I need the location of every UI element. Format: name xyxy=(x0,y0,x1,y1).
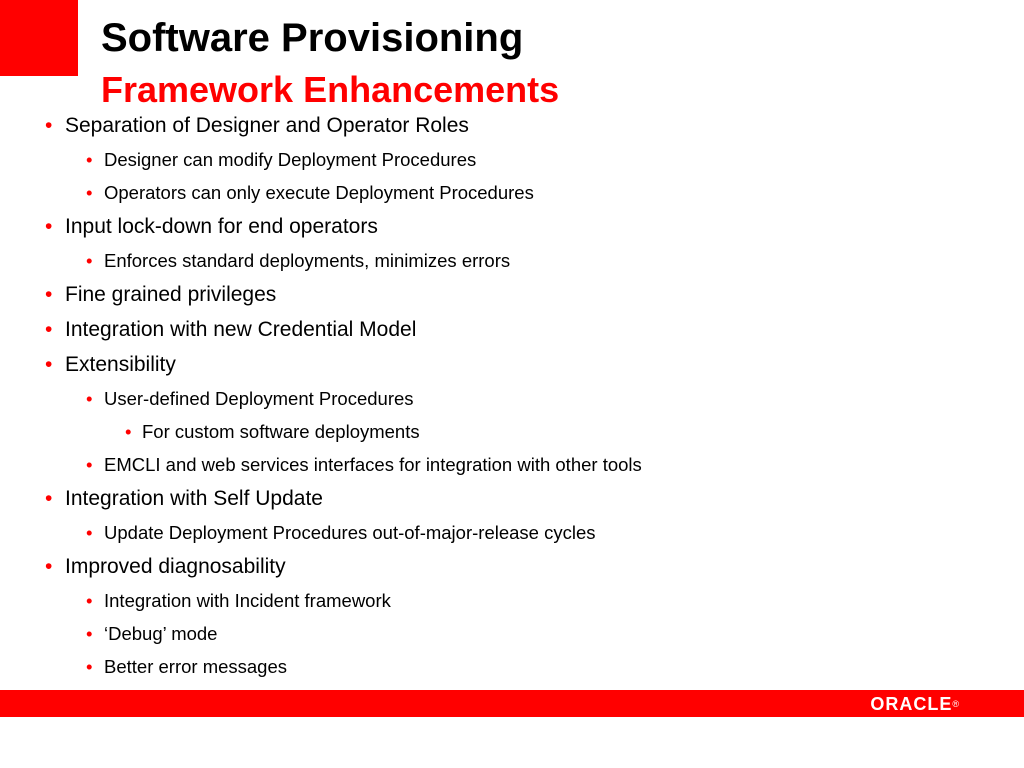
bullet-dot: • xyxy=(86,656,93,677)
bullet-dot: • xyxy=(45,114,53,137)
bullet-list xyxy=(0,108,1024,683)
footer-bar xyxy=(0,690,1024,717)
bullet-dot: • xyxy=(45,318,53,341)
bullet-dot: • xyxy=(86,149,93,170)
bullet-item xyxy=(0,277,1024,312)
bullet-dot: • xyxy=(86,522,93,543)
bullet-text: Designer can modify Deployment Procedures xyxy=(104,149,477,170)
bullet-text: For custom software deployments xyxy=(142,421,420,442)
bullet-dot: • xyxy=(86,623,93,644)
bullet-text: Extensibility xyxy=(65,353,176,376)
sub-bullet-item xyxy=(0,584,1024,617)
bullet-item xyxy=(0,312,1024,347)
bullet-text: ‘Debug’ mode xyxy=(104,623,218,644)
bullet-text: Integration with Incident framework xyxy=(104,590,391,611)
sub-bullet-item xyxy=(0,382,1024,415)
bullet-dot: • xyxy=(86,590,93,611)
sub-sub-bullet-item xyxy=(0,415,1024,448)
bullet-text: Update Deployment Procedures out-of-major-release cycles xyxy=(104,522,596,543)
bullet-text: Integration with new Credential Model xyxy=(65,318,417,341)
bullet-text: EMCLI and web services interfaces for integration with other tools xyxy=(104,454,642,475)
sub-bullet-item xyxy=(0,516,1024,549)
sub-bullet-item xyxy=(0,448,1024,481)
oracle-logo-text: ORACLE xyxy=(870,694,953,714)
bullet-item xyxy=(0,549,1024,584)
sub-bullet-item xyxy=(0,244,1024,277)
registered-mark: ® xyxy=(952,699,960,709)
bullet-text: Operators can only execute Deployment Procedures xyxy=(104,182,534,203)
bullet-dot: • xyxy=(45,487,53,510)
bullet-dot: • xyxy=(45,283,53,306)
bullet-text: Enforces standard deployments, minimizes errors xyxy=(104,250,511,271)
bullet-dot: • xyxy=(86,250,93,271)
bullet-item xyxy=(0,108,1024,143)
bullet-text: Improved diagnosability xyxy=(65,555,286,578)
bullet-dot: • xyxy=(45,555,53,578)
bullet-dot: • xyxy=(86,388,93,409)
sub-bullet-item xyxy=(0,143,1024,176)
bullet-dot: • xyxy=(45,353,53,376)
sub-bullet-item xyxy=(0,617,1024,650)
bullet-item xyxy=(0,347,1024,382)
bullet-dot: • xyxy=(45,215,53,238)
bullet-dot: • xyxy=(86,454,93,475)
oracle-logo xyxy=(870,693,960,715)
bullet-item xyxy=(0,209,1024,244)
bullet-text: Integration with Self Update xyxy=(65,487,323,510)
slide-subtitle: Framework Enhancements xyxy=(101,69,560,110)
bullet-text: Fine grained privileges xyxy=(65,283,277,306)
sub-bullet-item xyxy=(0,176,1024,209)
bullet-text: Better error messages xyxy=(104,656,288,677)
bullet-text: User-defined Deployment Procedures xyxy=(104,388,414,409)
bullet-text: Separation of Designer and Operator Roles xyxy=(65,114,469,137)
slide-title: Software Provisioning xyxy=(101,16,524,60)
corner-accent-block xyxy=(0,0,78,76)
sub-bullet-item xyxy=(0,650,1024,683)
bullet-text: Input lock-down for end operators xyxy=(65,215,378,238)
bullet-dot: • xyxy=(86,182,93,203)
bullet-dot: • xyxy=(125,421,132,442)
bullet-item xyxy=(0,481,1024,516)
